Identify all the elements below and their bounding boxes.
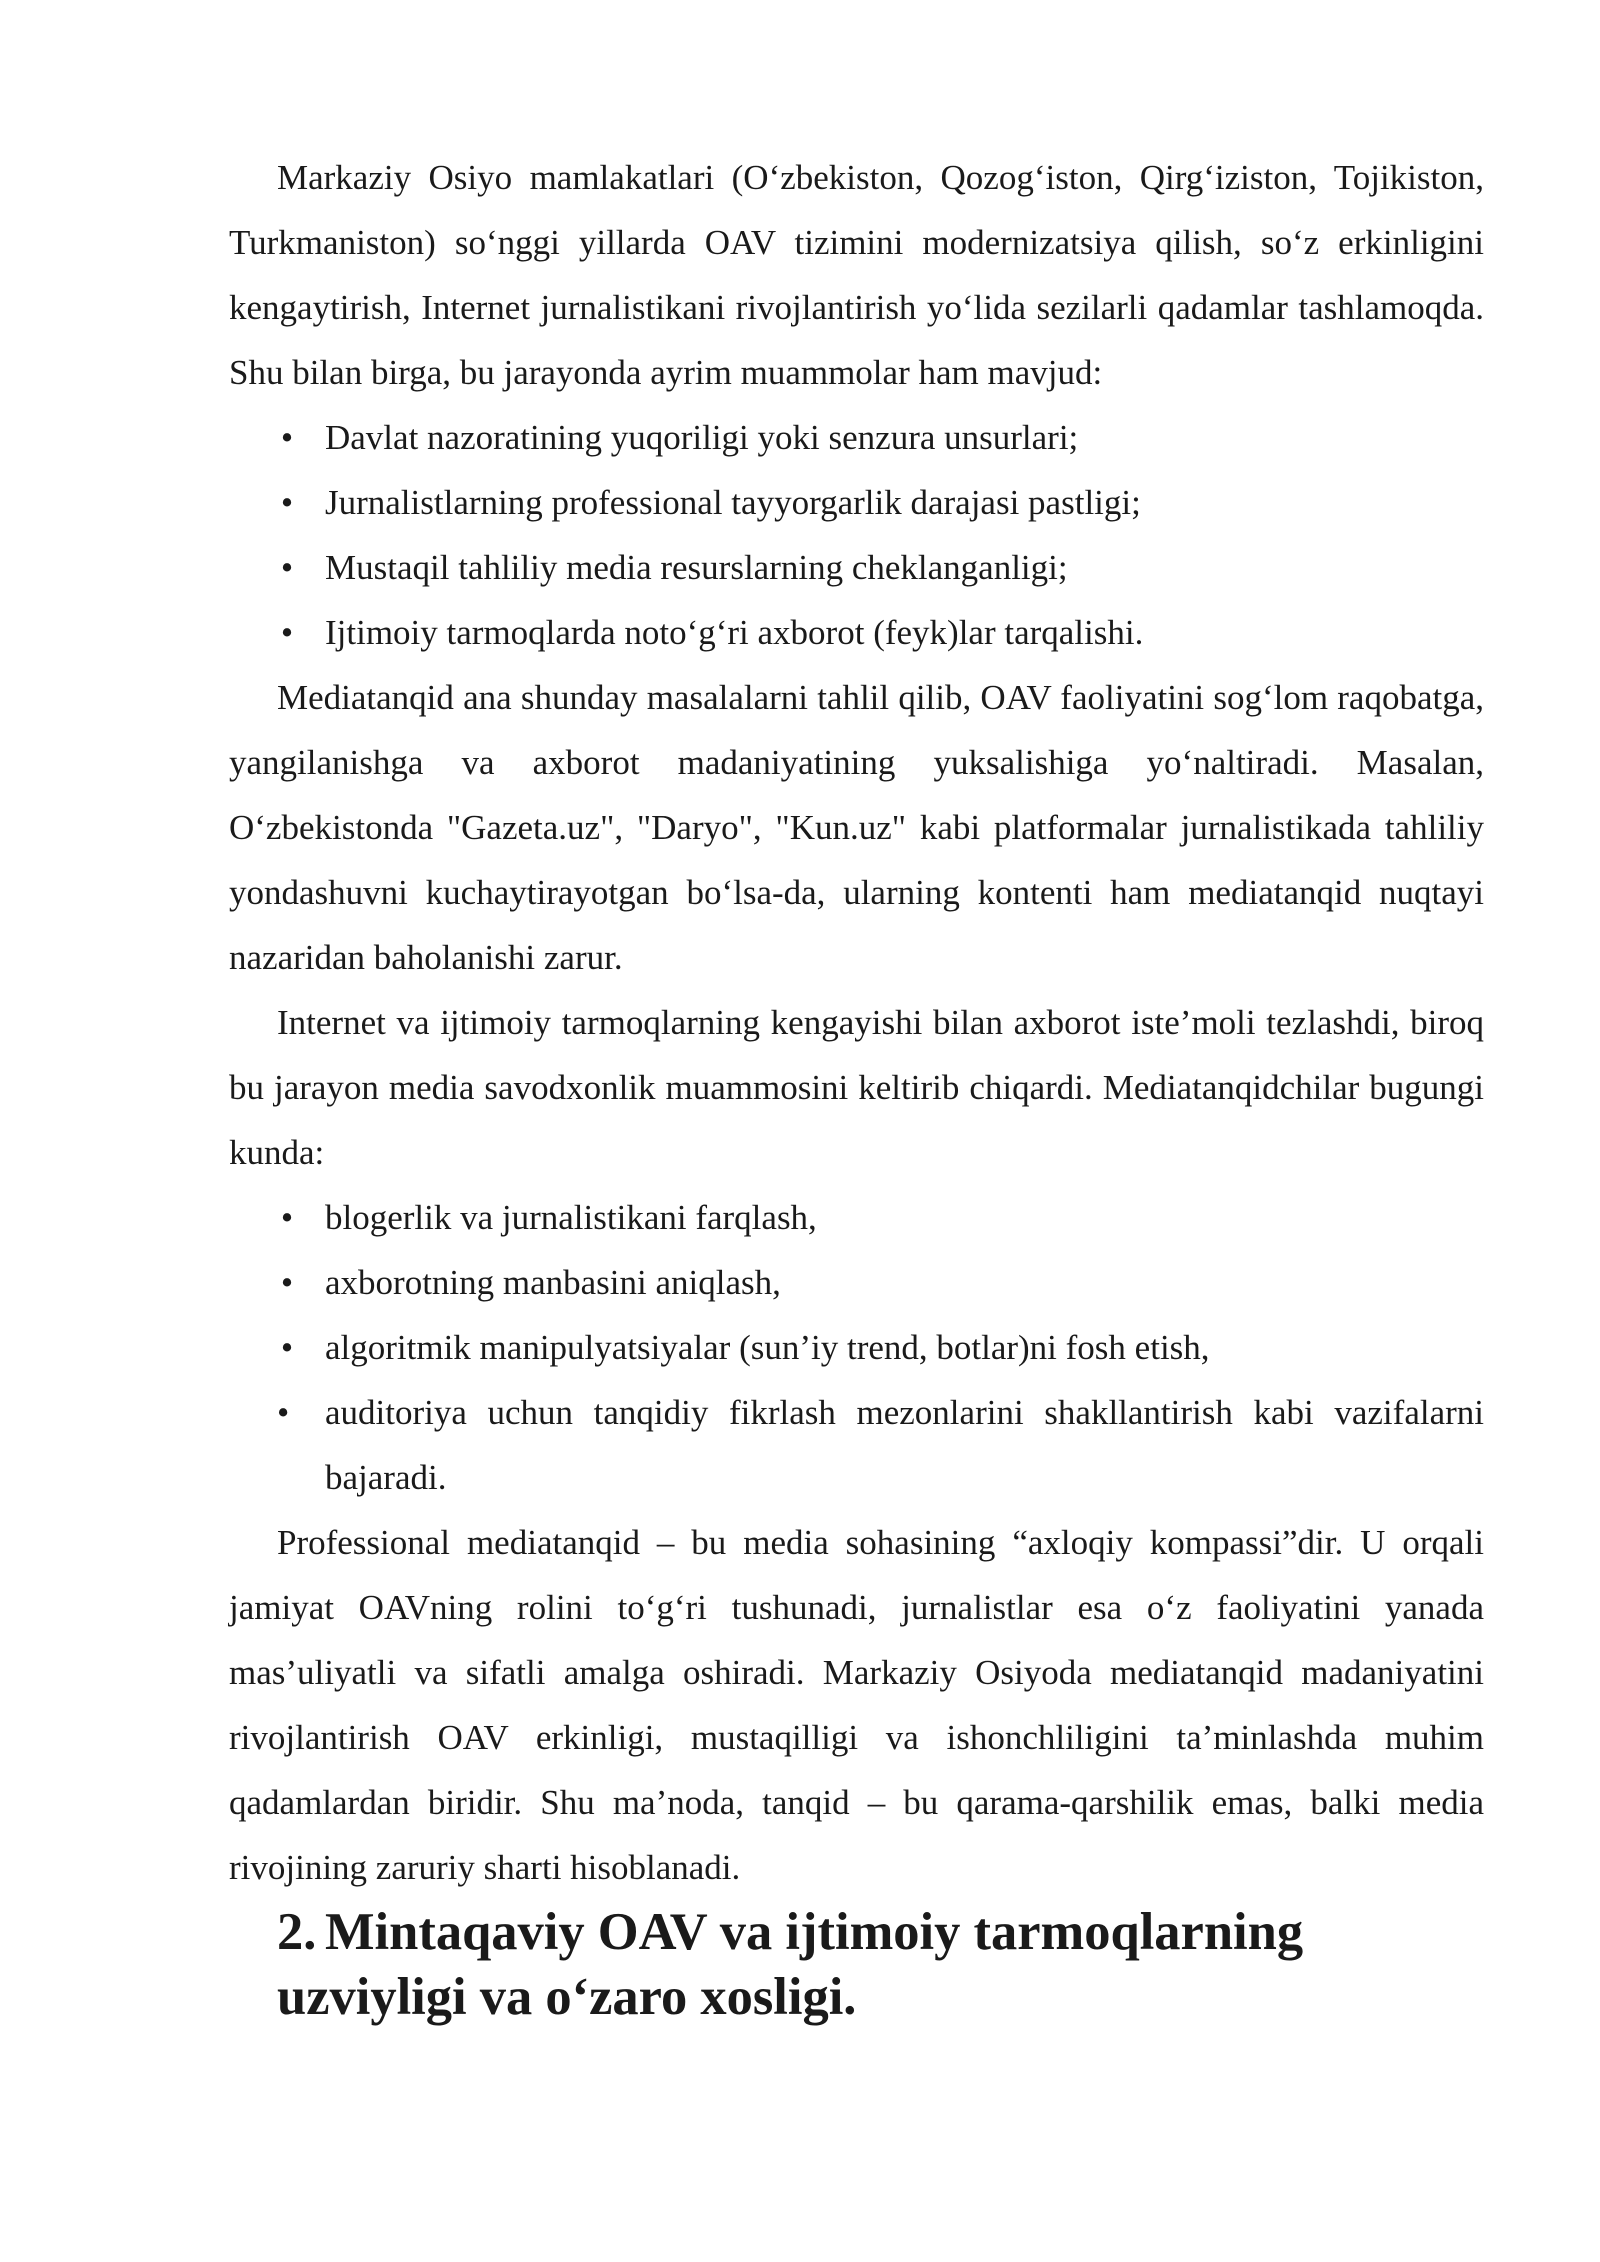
paragraph: Internet va ijtimoiy tarmoqlarning kengayishi bilan axborot iste’moli tezlashdi, biroq bu jarayon media savodxonlik muammosini keltirib chiqardi. Mediatanqidchilar bugungi kunda: <box>229 1003 1484 1172</box>
section-number: 2. <box>277 1903 317 1961</box>
section-title: Mintaqaviy OAV va ijtimoiy tarmoqlarning uzviyligi va o‘zaro xosligi. <box>277 1903 1304 2026</box>
list-item-text: axborotning manbasini aniqlash, <box>325 1263 781 1302</box>
section-heading <box>229 1900 1484 2030</box>
paragraph: Professional mediatanqid – bu media sohasining “axloqiy kompassi”dir. U orqali jamiyat OAVning rolini to‘g‘ri tushunadi, jurnalistlar esa o‘z faoliyatini yanada mas’uliyatli va sifatli amalga oshiradi. Markaziy Osiyoda mediatanqid madaniyatini rivojlantirish OAV erkinligi, mustaqilligi va ishonchliligini ta’minlashda muhim qadamlardan biridir. Shu ma’noda, tanqid – bu qarama-qarshilik emas, balki media rivojining zaruriy sharti hisoblanadi. <box>229 1523 1484 1887</box>
bullet-icon: • <box>280 548 294 587</box>
list-item-text: algoritmik manipulyatsiyalar (sun’iy trend, botlar)ni fosh etish, <box>325 1328 1210 1367</box>
list-item <box>229 470 1484 535</box>
paragraph: Mediatanqid ana shunday masalalarni tahlil qilib, OAV faoliyatini sog‘lom raqobatga, yangilanishga va axborot madaniyatining yuksalishiga yo‘naltiradi. Masalan, O‘zbekistonda "Gazeta.uz", "Daryo", "Kun.uz" kabi platformalar jurnalistikada tahliliy yondashuvni kuchaytirayotgan bo‘lsa-da, ularning kontenti ham mediatanqid nuqtayi nazaridan baholanishi zarur. <box>229 678 1484 977</box>
list-item-text: blogerlik va jurnalistikani farqlash, <box>325 1198 817 1237</box>
bullet-list <box>229 1185 1484 1510</box>
list-item-text: Mustaqil tahliliy media resurslarning cheklanganligi; <box>325 548 1068 587</box>
bullet-icon: • <box>280 483 294 522</box>
list-item-text: Davlat nazoratining yuqoriligi yoki senzura unsurlari; <box>325 418 1079 457</box>
paragraph: Markaziy Osiyo mamlakatlari (O‘zbekiston, Qozog‘iston, Qirg‘iziston, Tojikiston, Turkmaniston) so‘nggi yillarda OAV tizimini modernizatsiya qilish, so‘z erkinligini kengaytirish, Internet jurnalistikani rivojlantirish yo‘lida sezilarli qadamlar tashlamoqda. Shu bilan birga, bu jarayonda ayrim muammolar ham mavjud: <box>229 158 1484 392</box>
document-page <box>229 145 1484 2030</box>
bullet-icon: • <box>280 1263 294 1302</box>
bullet-icon: • <box>280 1328 294 1367</box>
list-item <box>229 600 1484 665</box>
list-item <box>229 405 1484 470</box>
list-item <box>229 1380 1484 1510</box>
list-item-text: Ijtimoiy tarmoqlarda noto‘g‘ri axborot (feyk)lar tarqalishi. <box>325 613 1144 652</box>
bullet-list <box>229 405 1484 665</box>
list-item-text: auditoriya uchun tanqidiy fikrlash mezonlarini shakllantirish kabi vazifalarni bajaradi. <box>325 1393 1484 1497</box>
bullet-icon: • <box>280 418 294 457</box>
bullet-icon: • <box>280 613 294 652</box>
list-item <box>229 1315 1484 1380</box>
bullet-icon: • <box>280 1198 294 1237</box>
list-item <box>229 1250 1484 1315</box>
list-item <box>229 535 1484 600</box>
list-item <box>229 1185 1484 1250</box>
list-item-text: Jurnalistlarning professional tayyorgarlik darajasi pastligi; <box>325 483 1141 522</box>
bullet-icon: • <box>277 1393 290 1432</box>
